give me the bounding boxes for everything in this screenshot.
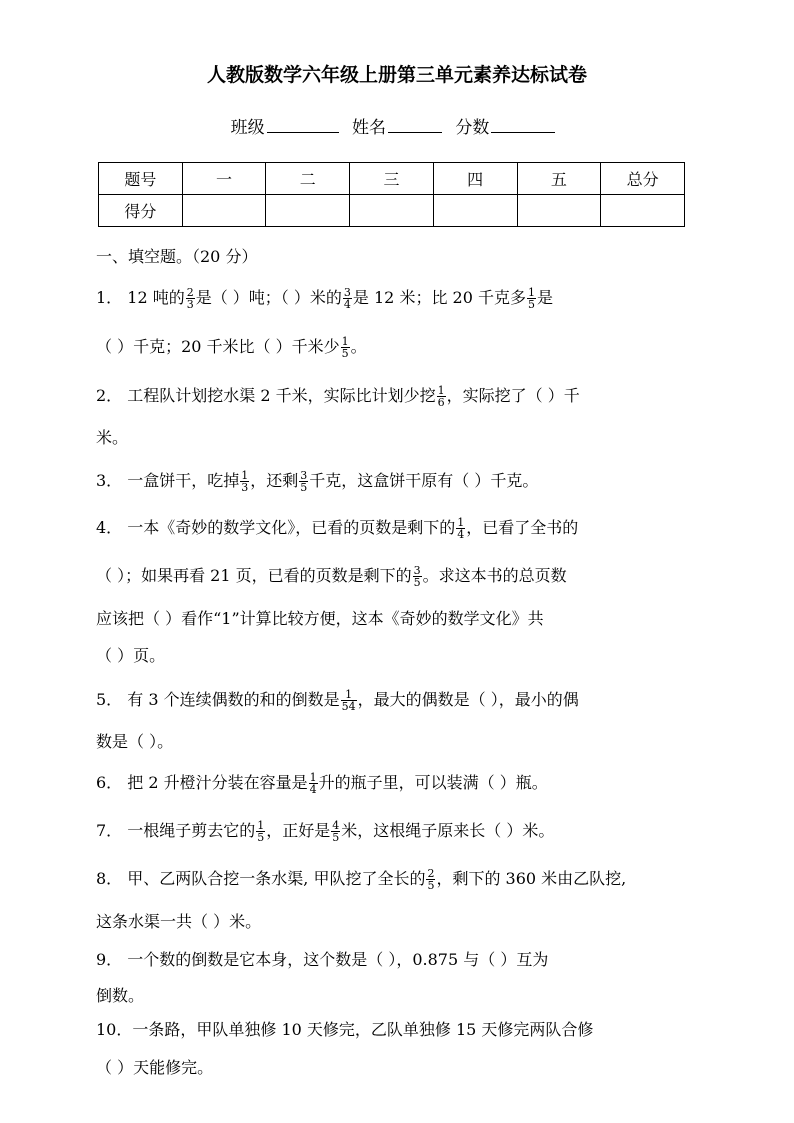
question-6 — [96, 770, 702, 796]
score-cell[interactable] — [182, 195, 266, 227]
numerator: 1 — [341, 689, 357, 701]
question-10-line-2 — [96, 1055, 702, 1081]
score-table-score-row — [99, 195, 685, 227]
numerator: 3 — [413, 564, 421, 577]
q3-text-c: 千克，这盒饼干原有（ ）千克。 — [309, 471, 539, 490]
fraction — [456, 517, 465, 540]
q8-text-c: 这条水渠一共（ ）米。 — [96, 912, 262, 931]
denominator: 4 — [343, 298, 351, 311]
denominator: 5 — [257, 831, 265, 844]
q4-text-g: （ ）页。 — [96, 646, 166, 665]
q4-text-b: ，已看了全书的 — [466, 518, 579, 537]
section-heading: 一、填空题。（20 分） — [96, 247, 258, 266]
question-2-line-2 — [96, 425, 702, 451]
numerator: 2 — [427, 867, 435, 880]
q1-text-a: 1． 12 吨的 — [96, 288, 185, 307]
q2-text-b: ，实际挖了（ ）千 — [446, 386, 580, 405]
fraction — [299, 470, 308, 493]
header-cell: 四 — [433, 163, 517, 195]
score-cell[interactable] — [350, 195, 434, 227]
denominator: 5 — [300, 481, 308, 494]
question-8-line-1 — [96, 866, 702, 892]
student-info-line — [0, 113, 794, 138]
header-cell: 三 — [350, 163, 434, 195]
q4-text-d: 。求这本书的总页数 — [422, 566, 567, 585]
fraction — [413, 565, 422, 588]
score-cell[interactable] — [601, 195, 685, 227]
score-blank[interactable] — [491, 114, 555, 133]
document-title: 人教版数学六年级上册第三单元素养达标试卷 — [206, 64, 587, 86]
q5-text-a: 5． 有 3 个连续偶数的和的倒数是 — [96, 690, 340, 709]
numerator: 3 — [343, 286, 351, 299]
question-7 — [96, 818, 702, 844]
fraction — [186, 287, 195, 310]
numerator: 1 — [241, 469, 249, 482]
score-label: 分数 — [455, 118, 490, 138]
denominator: 3 — [186, 298, 194, 311]
denominator: 54 — [341, 700, 356, 713]
score-table — [98, 162, 685, 227]
class-label: 班级 — [230, 118, 265, 138]
question-4-line-1 — [96, 515, 702, 541]
denominator: 4 — [309, 783, 317, 796]
q5-text-c: 数是（ ）。 — [96, 732, 174, 751]
question-1-line-2 — [96, 334, 702, 360]
denominator: 5 — [341, 347, 349, 360]
q1-text-c: 是 12 米；比 20 千克多 — [352, 288, 526, 307]
numerator: 1 — [341, 335, 349, 348]
score-cell[interactable] — [266, 195, 350, 227]
fraction — [527, 287, 536, 310]
numerator: 1 — [457, 516, 465, 529]
fraction — [343, 287, 352, 310]
header-cell: 五 — [517, 163, 601, 195]
question-4-line-4 — [96, 643, 702, 669]
denominator: 5 — [527, 298, 535, 311]
class-blank[interactable] — [267, 114, 339, 133]
denominator: 4 — [457, 528, 465, 541]
fraction — [341, 336, 350, 359]
q2-text-a: 2． 工程队计划挖水渠 2 千米，实际比计划少挖 — [96, 386, 436, 405]
question-5-line-2 — [96, 729, 702, 755]
header-cell: 二 — [266, 163, 350, 195]
question-4-line-2 — [96, 563, 702, 589]
score-cell[interactable] — [433, 195, 517, 227]
name-label: 姓名 — [352, 118, 386, 138]
numerator: 1 — [309, 771, 317, 784]
fraction — [240, 470, 249, 493]
q2-text-c: 米。 — [96, 428, 129, 447]
q1-text-g: 。 — [350, 337, 367, 356]
fraction — [426, 868, 435, 891]
fraction — [309, 772, 318, 795]
q7-text-b: ，正好是 — [266, 821, 331, 840]
q8-text-a: 8． 甲、乙两队合挖一条水渠, 甲队挖了全长的 — [96, 869, 426, 888]
score-cell[interactable] — [517, 195, 601, 227]
q3-text-b: ，还剩 — [250, 471, 299, 490]
name-blank[interactable] — [388, 114, 442, 133]
q9-text-b: 倒数。 — [96, 986, 145, 1005]
question-3 — [96, 468, 702, 494]
numerator: 4 — [332, 819, 340, 832]
denominator: 6 — [437, 396, 445, 409]
header-cell: 总分 — [601, 163, 685, 195]
numerator: 3 — [300, 469, 308, 482]
question-9-line-1 — [96, 947, 702, 973]
q10-text-a: 10．一条路，甲队单独修 10 天修完，乙队单独修 15 天修完两队合修 — [96, 1020, 594, 1039]
q4-text-a: 4． 一本《奇妙的数学文化》，已看的页数是剩下的 — [96, 518, 456, 537]
question-2-line-1 — [96, 383, 702, 409]
q5-text-b: ，最大的偶数是（ ），最小的偶 — [357, 690, 579, 709]
q9-text-a: 9． 一个数的倒数是它本身，这个数是（ ），0.875 与（ ）互为 — [96, 950, 549, 969]
question-5-line-1 — [96, 687, 702, 713]
q8-text-b: ，剩下的 360 米由乙队挖, — [436, 869, 627, 888]
numerator: 1 — [527, 286, 535, 299]
numerator: 2 — [186, 286, 194, 299]
q4-text-e: 应该把（ ）看作“1”计算比较方便，这本《奇妙的数学文化》共 — [96, 609, 544, 628]
q1-text-e: （ ）千克；20 千米比（ ）千米少 — [96, 337, 340, 356]
question-10-line-1 — [96, 1017, 702, 1043]
score-table-header-row — [99, 163, 685, 195]
question-1-line-1 — [96, 285, 702, 311]
q1-text-d: 是 — [536, 288, 553, 307]
header-cell: 一 — [182, 163, 266, 195]
denominator: 5 — [427, 879, 435, 892]
numerator: 1 — [437, 384, 445, 397]
q1-text-b: 是（ ）吨；（ ）米的 — [195, 288, 342, 307]
question-4-line-3 — [96, 606, 702, 632]
q10-text-b: （ ）天能修完。 — [96, 1058, 214, 1077]
fraction — [331, 820, 340, 843]
header-cell: 题号 — [99, 163, 183, 195]
denominator: 3 — [241, 481, 249, 494]
fraction — [256, 820, 265, 843]
denominator: 5 — [332, 831, 340, 844]
numerator: 1 — [257, 819, 265, 832]
q6-text-a: 6． 把 2 升橙汁分装在容量是 — [96, 773, 308, 792]
row-label-cell: 得分 — [99, 195, 183, 227]
q7-text-c: 米，这根绳子原来长（ ）米。 — [341, 821, 555, 840]
fraction — [437, 385, 446, 408]
q3-text-a: 3． 一盒饼干，吃掉 — [96, 471, 240, 490]
q4-text-c: （ ）；如果再看 21 页，已看的页数是剩下的 — [96, 566, 412, 585]
fraction — [341, 689, 357, 712]
question-8-line-2 — [96, 909, 702, 935]
question-9-line-2 — [96, 983, 702, 1009]
q6-text-b: 升的瓶子里，可以装满（ ）瓶。 — [318, 773, 548, 792]
q7-text-a: 7． 一根绳子剪去它的 — [96, 821, 256, 840]
denominator: 5 — [413, 576, 421, 589]
